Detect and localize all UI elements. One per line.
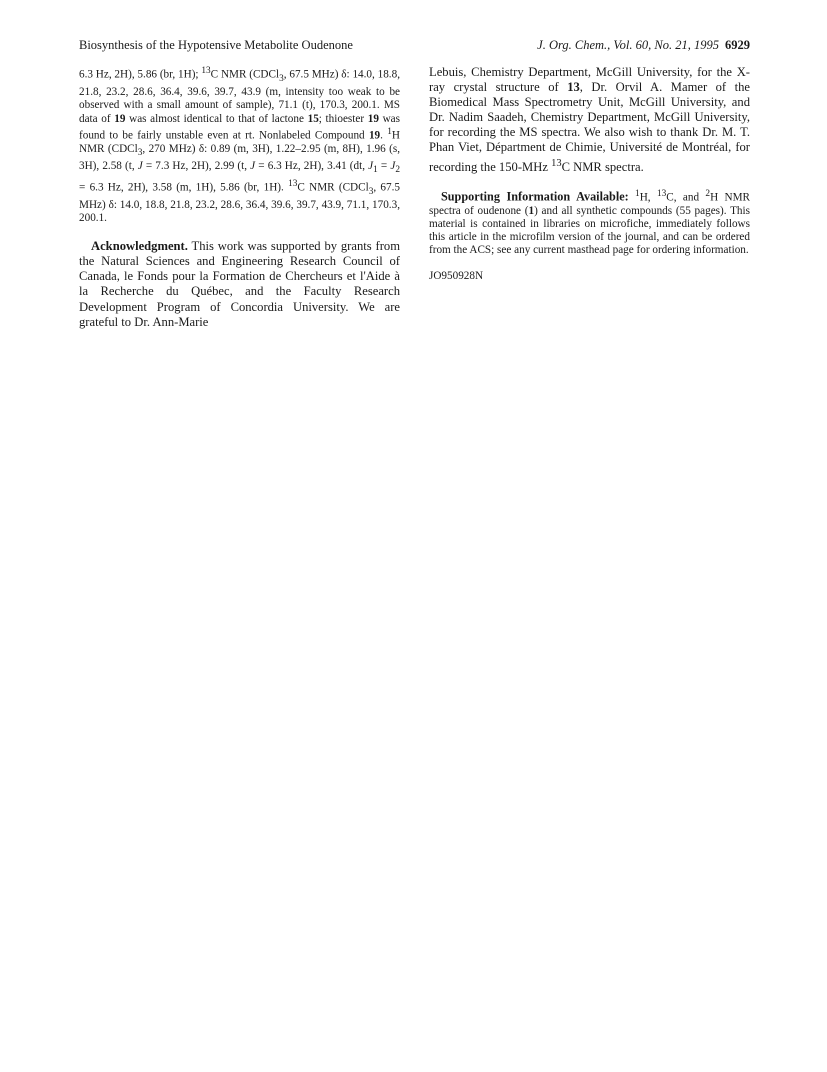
coupling-symbol: J (250, 160, 256, 173)
compound-number: 13 (567, 80, 580, 95)
exp-text: C NMR (CDCl (297, 181, 369, 194)
page-number: 6929 (725, 38, 750, 52)
si-sup: 13 (656, 188, 667, 199)
si-text: ) and all synthetic compounds (55 pages). This material is contained in libraries on microfiche, immediately follows this article in the microfilm version of the journal, and can be ordered from the ACS; see any current masthead page for ordering information. (429, 204, 750, 257)
exp-text: ; thioester (318, 112, 368, 125)
exp-text: was almost identical to that of lactone (125, 112, 308, 125)
exp-text: , 270 MHz) δ: 0.89 (m, 3H), 1.22–2.95 (m, 8H), 1.96 (s, 3H), 2.58 (t, (79, 142, 400, 173)
si-text: H NMR spectra of oudenone ( (429, 191, 750, 217)
journal-name: J. Org. Chem., Vol. 60, No. 21, 1995 (537, 38, 719, 52)
si-text: H, (639, 191, 657, 204)
si-text: C, and (666, 191, 706, 204)
ack-sup: 13 (551, 157, 562, 169)
journal-citation (537, 38, 750, 53)
si-sup: 2 (705, 188, 711, 199)
experimental-paragraph (79, 65, 400, 225)
ack-text: Lebuis, Chemistry Department, McGill University, for the X-ray crystal structure of (429, 65, 750, 95)
right-column (429, 65, 750, 283)
compound-number: 15 (307, 112, 319, 125)
exp-sub: 2 (395, 165, 400, 176)
exp-text: . (380, 129, 388, 142)
compound-number: 19 (367, 112, 379, 125)
running-title: Biosynthesis of the Hypotensive Metabolite Oudenone (79, 38, 353, 52)
ack-text: C NMR spectra. (561, 159, 644, 174)
exp-text: = 6.3 Hz, 2H), 3.58 (m, 1H), 5.86 (br, 1H). (79, 181, 289, 194)
manuscript-code: JO950928N (429, 269, 484, 282)
acknowledgment-heading: Acknowledgment. (91, 239, 188, 254)
exp-sup: 13 (201, 66, 211, 76)
exp-sub: 3 (368, 186, 374, 197)
si-sup: 1 (635, 188, 640, 199)
compound-number: 19 (114, 112, 126, 125)
exp-sub: 3 (137, 147, 143, 158)
exp-text: C NMR (CDCl (210, 68, 280, 81)
exp-text: H NMR (CDCl (79, 129, 400, 155)
compound-number: 1 (528, 204, 535, 217)
exp-sub: 1 (373, 165, 378, 176)
exp-text: = 7.3 Hz, 2H), 2.99 (t, (142, 160, 251, 173)
coupling-symbol: J (390, 160, 396, 173)
acknowledgment-text: This work was supported by grants from the Natural Sciences and Engineering Research Council of Canada, le Fonds pour la Formation de Chercheurs et l'Aide à la Recherche du Québec, and the Faculty Research Development Program of Concordia University. We are grateful to Dr. Ann-Marie (79, 239, 400, 329)
compound-number: 19 (368, 129, 381, 142)
exp-sup: 13 (288, 178, 298, 189)
exp-sup: 1 (387, 126, 392, 137)
left-column (79, 65, 400, 330)
acknowledgment-paragraph (79, 239, 400, 330)
exp-text: 6.3 Hz, 2H), 5.86 (br, 1H); (79, 68, 202, 81)
exp-text: , 67.5 MHz) δ: 14.0, 18.8, 21.8, 23.2, 28.6, 36.4, 39.6, 39.7, 43.9, 71.1, 170.3, 200.1. (79, 181, 401, 224)
supporting-heading: Supporting Information Available: (441, 189, 629, 204)
exp-text: = 6.3 Hz, 2H), 3.41 (dt, (255, 160, 369, 173)
ack-text: , Dr. Orvil A. Mamer of the Biomedical Mass Spectrometry Unit, McGill University, and Dr. Nadim Saadeh, Chemistry Department, McGill University, for recording the MS spectra. We also wish to thank Dr. M. T. Phan Viet, Départment de Chimie, Université de Montréal, for recording the 150-MHz (429, 80, 751, 174)
exp-sub: 3 (279, 73, 284, 84)
coupling-symbol: J (137, 160, 143, 173)
exp-text: = (377, 160, 391, 173)
exp-text: was found to be fairly unstable even at rt. Nonlabeled Compound (79, 112, 400, 142)
exp-text: , 67.5 MHz) δ: 14.0, 18.8, 21.8, 23.2, 28.6, 36.4, 39.6, 39.7, 43.9 (m, intensity too weak to be observed with a small amount of sample), 71.1 (t), 170.3, 200.1. MS data of (79, 68, 400, 125)
coupling-symbol: J (368, 160, 374, 173)
acknowledgment-continued (429, 65, 750, 175)
supporting-information (429, 188, 750, 258)
